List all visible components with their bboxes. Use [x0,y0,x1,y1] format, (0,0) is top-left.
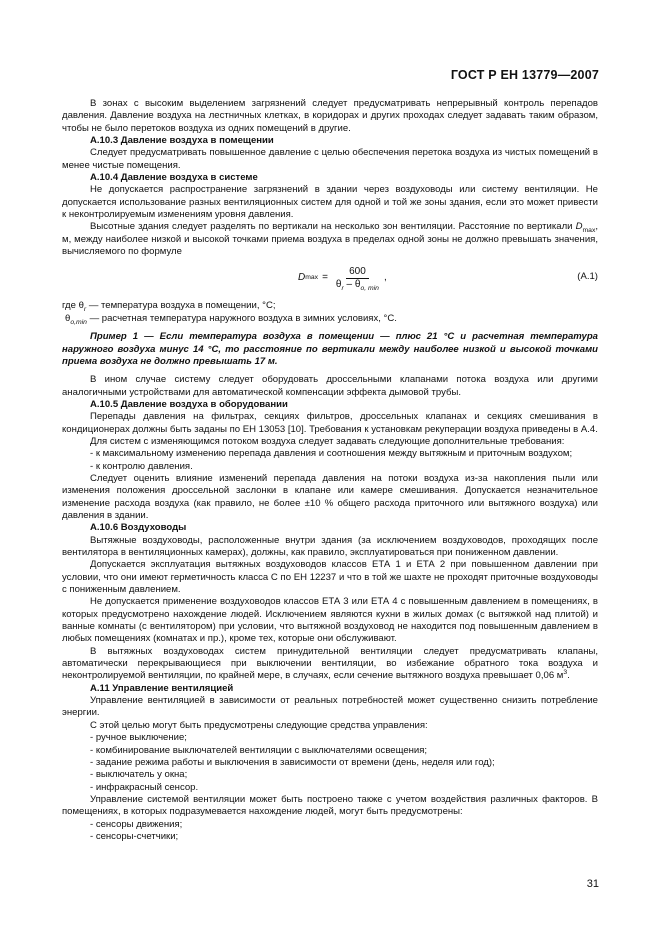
formula-denominator [334,279,381,291]
paragraph-a10-6-4-end: . [567,670,570,682]
list-item: - сенсоры-счетчики; [90,830,179,842]
formula-numerator: 600 [346,266,369,279]
formula-theta-o: θ [354,278,361,290]
document-body [62,98,598,843]
heading-a10-4: А.10.4 Давление воздуха в системе [90,172,258,184]
paragraph-a10-5-1: Перепады давления на фильтрах, секциях фильтров, дроссельных клапанах и секциях смешивания в кондиционерах должны быть заданы по ЕН 13053 [10]. Требования к установкам рекуперации воздуха приведены в А.4. [62,411,598,435]
definition-theta-o-prefix: θ [65,312,71,324]
list-item: - задание режима работы и выключения в зависимости от времени (день, неделя или год); [90,756,495,768]
example-1: Пример 1 — Если температура воздуха в помещении — плюс 21 °С и расчетная температура наружного воздуха минус 14 °С, то расстояние по вертикали между наиболее низкой и высокой точками приема воздуха не должно превышать 17 м. [62,331,598,367]
d-max-subscript: max [582,227,596,235]
definition-theta-o-sub: o,min [70,318,87,326]
page-number: 31 [586,878,599,890]
list-item-a10-5-1: - к максимальному изменению перепада давления и соотношения между вытяжным и приточным воздухом; [90,448,573,460]
paragraph-zones: В зонах с высоким выделением загрязнений следует предусматривать непрерывный контроль перепадов давления. Давление воздуха на лестничных клетках, в коридорах и других проходах следует задавать таким образом, чтобы не было перетоков воздуха из одних помещений в другие. [62,98,598,134]
formula-theta-o-sub: o, min [360,284,379,292]
paragraph-a10-5-3: Следует оценить влияние изменений перепада давления на потоки воздуха из-за накопления пыли или изменения положения дроссельной заслонки в клапане или камере смешивания. Допускается незначительное изменение расхода воздуха (как правило, не более ±10 % общего расхода приточного или вытяжного воздуха) или давления в здании. [62,472,598,521]
formula-theta-r: θ [335,278,342,290]
paragraph-a10-6-4-text: В вытяжных воздуховодах систем принудительной вентиляции следует предусматривать клапаны, автоматически перекрывающиеся при выключении вентиляции, во избежание обратного тока воздуха и неконтролируемой вентиляции, по крайней мере, в случаях, если сечение вытяжного воздуха превышает 0,06 м [62,645,598,682]
list-item: - выключатель у окна; [90,769,188,781]
heading-a10-6: А.10.6 Воздуховоды [90,522,187,534]
definition-theta-r-sub: r [83,306,87,314]
definition-theta-o-text: — расчетная температура наружного воздуха в зимних условиях, °С. [86,312,397,324]
heading-a10-5: А.10.5 Давление воздуха в оборудовании [90,398,288,410]
definition-theta-r [62,300,598,312]
paragraph-a11-3: Управление системой вентиляции может быть построено также с учетом воздействия различных факторов. В помещениях, в которых подразумевается нахождение людей, могут быть предусмотрены: [62,793,598,818]
heading-a11: А.11 Управление вентиляцией [90,682,234,694]
formula-fraction [334,266,381,291]
paragraph-a10-5-2: Для систем с изменяющимся потоком воздуха следует задавать следующие дополнительные требования: [90,435,565,447]
formula-equals: = [322,272,328,284]
list-item: - сенсоры движения; [90,818,183,830]
paragraph-a10-6-4 [62,646,598,683]
definition-theta-o [62,313,598,325]
paragraph-a10-4-2 [62,221,598,258]
definition-theta-r-text: — температура воздуха в помещении, °С; [86,300,276,312]
paragraph-a10-4-1: Не допускается распространение загрязнений в здании через воздуховоды или систему вентиляции. Не допускается использование разных вентиляционных систем для одной и той же зоны здания, если это может привести к неконтролируемым изменениям уровня давления. [62,184,598,221]
formula-expression: D max = $\frac{600}{\theta_r - \theta_{o, min}}$ , [298,265,387,292]
formula-a1 [62,263,598,293]
definition-theta-r-prefix: где θ [62,300,84,312]
paragraph-a10-6-1: Вытяжные воздуховоды, расположенные внутри здания (за исключением воздуховодов, проходящих после вентилятора в вентиляционных камерах), должны, как правило, эксплуатироваться при пониженном давлении. [62,534,598,558]
paragraph-a10-6-4-sup: 3 [563,669,568,677]
heading-a10-3: А.10.3 Давление воздуха в помещении [90,135,274,147]
formula-number: (А.1) [577,271,598,283]
paragraph-a11-1: Управление вентиляцией в зависимости от реальных потребностей может существенно снизить потребление энергии. [62,695,598,719]
paragraph-other: В ином случае систему следует оборудовать дроссельными клапанами потока воздуха или другими аналогичными устройствами для автоматической компенсации эффекта дымовой трубы. [62,374,598,398]
list-item: - ручное выключение; [90,732,187,744]
paragraph-a11-2: С этой целью могут быть предусмотрены следующие средства управления: [90,719,428,731]
list-item-a10-5-2: - к контролю давления. [90,460,193,472]
list-item: - комбинирование выключателей вентиляции с выключателями освещения; [90,744,428,756]
paragraph-a10-6-2: Допускается эксплуатация вытяжных воздуховодов классов ЕТА 1 и ЕТА 2 при повышенном давлении при условии, что они имеют герметичность класса С по ЕН 12237 и что в той же шахте не проходят приточные воздуховоды с пониженным давлением. [62,559,598,596]
formula-lhs: D [298,272,306,284]
formula-theta-r-sub: r [341,284,344,292]
paragraph-a10-4-2-end: , м, между наиболее низкой и высокой точками приема воздуха в пределах одной зоны не должно превышать значения, вычисляемого по формуле [62,221,598,258]
paragraph-a10-6-3: Не допускается применение воздуховодов классов ЕТА 3 или ЕТА 4 с повышенным давлением в помещениях, в которых предусмотрено нахождение людей. Исключением являются кухни в жилых домах (с вытяжкой над плитой) и ванные комнаты (с вентилятором) при условии, что вытяжной воздуховод не находится под повышенным давлением в любых помещениях (комнатах и пр.), кроме тех, которые они обслуживают. [62,596,598,645]
list-item: - инфракрасный сенсор. [90,781,199,793]
paragraph-a10-3: Следует предусматривать повышенное давление с целью обеспечения перетока воздуха из чистых помещений в менее чистые помещения. [62,147,598,171]
formula-minus: – [343,278,355,290]
document-header: ГОСТ Р ЕН 13779—2007 [450,68,599,82]
formula-trailing-comma: , [383,272,387,284]
d-max-symbol: D [575,221,583,233]
paragraph-a10-4-2-start: Высотные здания следует разделять по вертикали на несколько зон вентиляции. Расстояние по вертикали [90,221,573,233]
